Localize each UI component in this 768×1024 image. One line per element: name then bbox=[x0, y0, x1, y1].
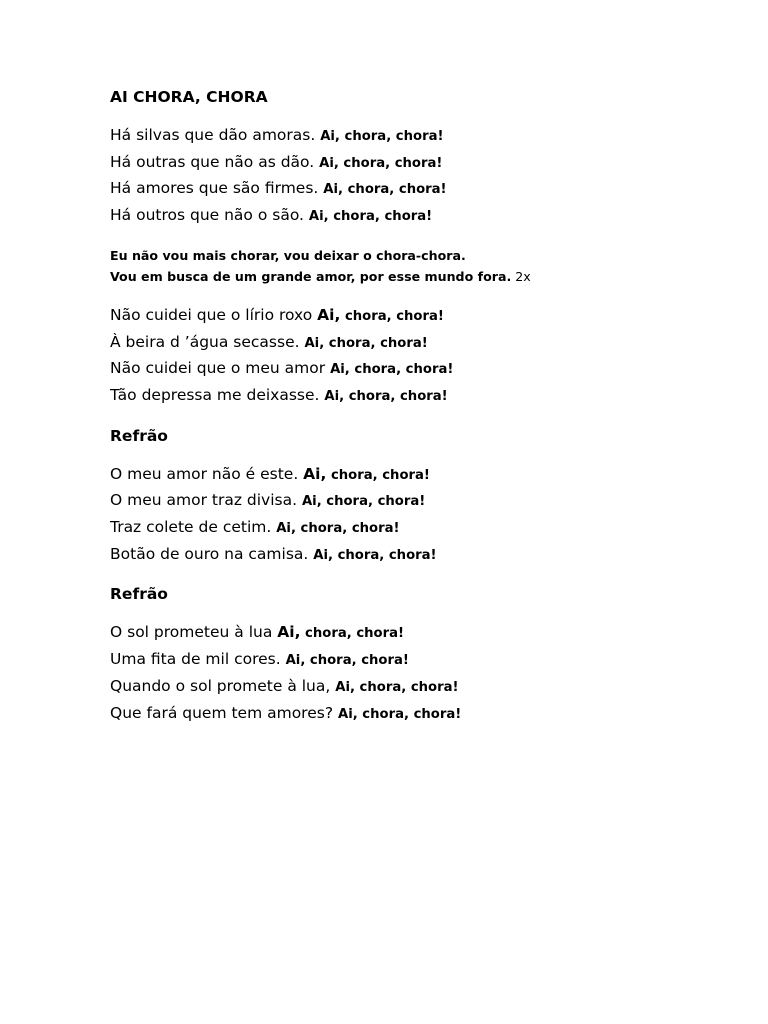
verse-line bbox=[110, 488, 730, 515]
verse-text: Há silvas que dão amoras. bbox=[110, 126, 321, 144]
verse-text: À beira d ’água secasse. bbox=[110, 332, 305, 351]
chorus-line: Eu não vou mais chorar, vou deixar o chora-chora. bbox=[110, 247, 466, 263]
verse-text: O meu amor não é este. bbox=[110, 464, 304, 483]
verse-line bbox=[110, 176, 730, 203]
verse-text: O meu amor traz divisa. bbox=[110, 491, 302, 510]
refrain-ai: Ai, bbox=[303, 464, 327, 483]
chorus-text: Vou em busca de um grande amor, por esse mundo fora. bbox=[110, 268, 512, 284]
refrain-tag: Ai, chora, chora! bbox=[335, 679, 459, 695]
verse-line bbox=[110, 515, 730, 542]
verse-line bbox=[110, 150, 730, 177]
verse-text: Não cuidei que o meu amor bbox=[110, 359, 331, 378]
refrain-tag: Ai, chora, chora! bbox=[330, 362, 454, 378]
refrain-tag: Ai, chora, chora! bbox=[337, 706, 462, 722]
verse-line bbox=[110, 383, 730, 410]
verse-text: Quando o sol promete à lua, bbox=[110, 676, 336, 695]
refrain-tag: Ai, chora, chora! bbox=[285, 653, 409, 669]
song-title: AI CHORA, CHORA bbox=[110, 88, 268, 106]
refrain-tag: Ai, chora, chora! bbox=[308, 209, 433, 225]
verse-line bbox=[110, 620, 730, 647]
verse-line bbox=[110, 701, 730, 728]
verse-line bbox=[110, 647, 730, 674]
stanza-1 bbox=[110, 123, 730, 230]
refrain-ai: Ai, bbox=[317, 305, 341, 324]
refrain-heading: Refrão bbox=[110, 585, 168, 604]
stanza-3 bbox=[110, 462, 730, 569]
refrain-tag: chora, chora! bbox=[326, 467, 430, 483]
lyrics-document bbox=[110, 86, 730, 742]
refrain-ai: Ai, bbox=[277, 623, 301, 642]
refrain-tag: chora, chora! bbox=[340, 308, 444, 324]
verse-text: Uma fita de mil cores. bbox=[110, 650, 286, 669]
stanza-2 bbox=[110, 303, 730, 410]
refrain-tag: Ai, chora, chora! bbox=[276, 521, 400, 537]
refrain-tag: Ai, chora, chora! bbox=[304, 335, 428, 351]
chorus bbox=[110, 245, 730, 287]
verse-line bbox=[110, 303, 730, 330]
refrain-tag: chora, chora! bbox=[300, 626, 405, 642]
verse-line bbox=[110, 356, 730, 383]
refrain-tag: Ai, chora, chora! bbox=[320, 129, 444, 144]
verse-line bbox=[110, 203, 730, 230]
refrain-tag: Ai, chora, chora! bbox=[323, 182, 447, 198]
chorus-line bbox=[110, 266, 730, 287]
verse-line bbox=[110, 330, 730, 357]
refrain-tag: Ai, chora, chora! bbox=[319, 155, 443, 171]
verse-text: Botão de ouro na camisa. bbox=[110, 544, 314, 563]
refrain-heading: Refrão bbox=[110, 426, 168, 445]
stanza-4 bbox=[110, 620, 730, 727]
verse-line bbox=[110, 462, 730, 489]
verse-text: Há outras que não as dão. bbox=[110, 152, 320, 171]
verse-text: Há outros que não o são. bbox=[110, 206, 309, 225]
refrain-tag: Ai, chora, chora! bbox=[301, 494, 426, 510]
verse-line bbox=[110, 674, 730, 701]
verse-line bbox=[110, 542, 730, 569]
verse-text: Que fará quem tem amores? bbox=[110, 703, 338, 722]
verse-text: Não cuidei que o lírio roxo bbox=[110, 305, 318, 324]
verse-text: Traz colete de cetim. bbox=[110, 518, 277, 537]
verse-text: O sol prometeu à lua bbox=[110, 623, 278, 642]
verse-text: Há amores que são firmes. bbox=[110, 179, 324, 198]
refrain-tag: Ai, chora, chora! bbox=[313, 547, 437, 563]
repeat-marker: 2x bbox=[511, 268, 531, 284]
verse-line bbox=[110, 123, 730, 150]
refrain-tag: Ai, chora, chora! bbox=[324, 388, 448, 404]
verse-text: Tão depressa me deixasse. bbox=[110, 385, 325, 404]
